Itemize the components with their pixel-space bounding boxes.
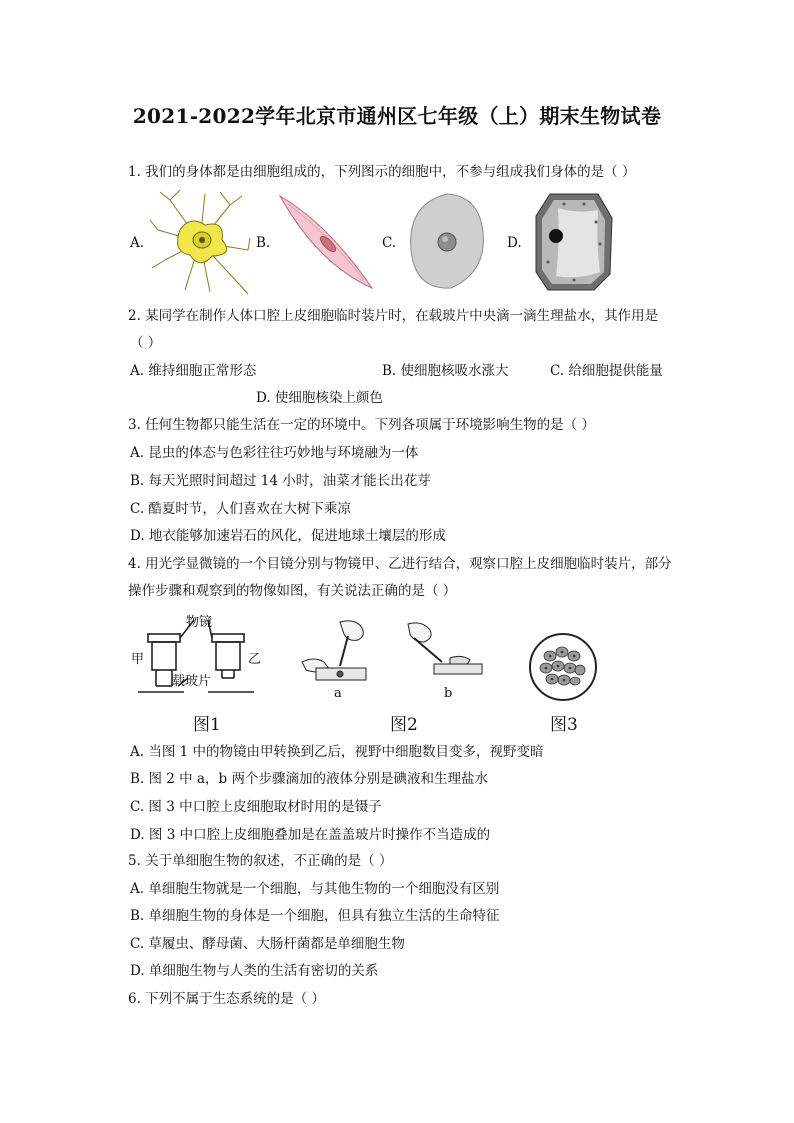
q2-option-d[interactable]: D. 使细胞核染上颜色 (256, 390, 383, 406)
round-cell-image (407, 192, 487, 292)
question-1-stem: 1. 我们的身体都是由细胞组成的，下列图示的细胞中，不参与组成我们身体的是（ ） (128, 164, 636, 180)
q1-option-b-label[interactable]: B. (256, 235, 271, 251)
smooth-muscle-cell-image (278, 194, 374, 290)
question-4-stem: 4. 用光学显微镜的一个目镜分别与物镜甲、乙进行结合，观察口腔上皮细胞临时装片，部分 (128, 556, 672, 572)
neuron-cell-image (150, 190, 250, 294)
label-step-b: b (444, 686, 453, 701)
q5-option-b[interactable]: B. 单细胞生物的身体是一个细胞，但具有独立生活的生命特征 (130, 908, 500, 924)
question-4-stem-cont: 操作步骤和观察到的物像如图，有关说法正确的是（ ） (128, 583, 457, 599)
question-2-stem-cont: （ ） (130, 335, 162, 351)
caption-figure-1: 图1 (193, 715, 221, 735)
q2-option-c[interactable]: C. 给细胞提供能量 (550, 363, 663, 379)
caption-figure-2: 图2 (390, 715, 418, 735)
label-objective: 物镜 (186, 615, 213, 630)
figure-2-dropper-steps (300, 618, 490, 688)
label-yi: 乙 (248, 652, 262, 667)
q3-option-a[interactable]: A. 昆虫的体态与色彩往往巧妙地与环境融为一体 (130, 445, 419, 461)
caption-figure-3: 图3 (550, 715, 578, 735)
q1-option-d-label: D. (507, 235, 522, 251)
q3-option-d[interactable]: D. 地衣能够加速岩石的风化，促进地球土壤层的形成 (130, 528, 446, 544)
q4-option-a[interactable]: A. 当图 1 中的物镜由甲转换到乙后，视野中细胞数目变多，视野变暗 (130, 744, 544, 760)
plant-cell-image (534, 192, 614, 292)
q5-option-c[interactable]: C. 草履虫、酵母菌、大肠杆菌都是单细胞生物 (130, 936, 405, 952)
q2-option-b[interactable]: B. 使细胞核吸水涨大 (382, 363, 509, 379)
q1-option-c-label[interactable]: C. (382, 235, 397, 251)
label-slide: 载玻片 (172, 674, 212, 689)
q3-option-c[interactable]: C. 酷夏时节，人们喜欢在大树下乘凉 (130, 501, 351, 517)
figure-3-microscope-view (528, 632, 598, 702)
label-jia: 甲 (131, 652, 145, 667)
question-6-stem: 6. 下列不属于生态系统的是（ ） (128, 991, 325, 1007)
page-title: 2021-2022学年北京市通州区七年级（上）期末生物试卷 (132, 104, 662, 128)
q1-option-a-label[interactable]: A. (130, 235, 145, 251)
q4-option-b[interactable]: B. 图 2 中 a，b 两个步骤滴加的液体分别是碘液和生理盐水 (130, 771, 488, 787)
label-step-a: a (334, 686, 342, 701)
q3-option-b[interactable]: B. 每天光照时间超过 14 小时，油菜才能长出花芽 (130, 473, 431, 489)
q5-option-d[interactable]: D. 单细胞生物与人类的生活有密切的关系 (130, 963, 379, 979)
q4-option-c[interactable]: C. 图 3 中口腔上皮细胞取材时用的是镊子 (130, 799, 382, 815)
question-3-stem: 3. 任何生物都只能生活在一定的环境中。下列各项属于环境影响生物的是（ ） (128, 417, 595, 433)
question-5-stem: 5. 关于单细胞生物的叙述，不正确的是（ ） (128, 853, 393, 869)
q2-option-a[interactable]: A. 维持细胞正常形态 (130, 363, 257, 379)
question-2-stem: 2. 某同学在制作人体口腔上皮细胞临时装片时，在载玻片中央滴一滴生理盐水，其作用是 (128, 308, 659, 324)
q4-option-d[interactable]: D. 图 3 中口腔上皮细胞叠加是在盖盖玻片时操作不当造成的 (130, 827, 491, 843)
q5-option-a[interactable]: A. 单细胞生物就是一个细胞，与其他生物的一个细胞没有区别 (130, 881, 500, 897)
